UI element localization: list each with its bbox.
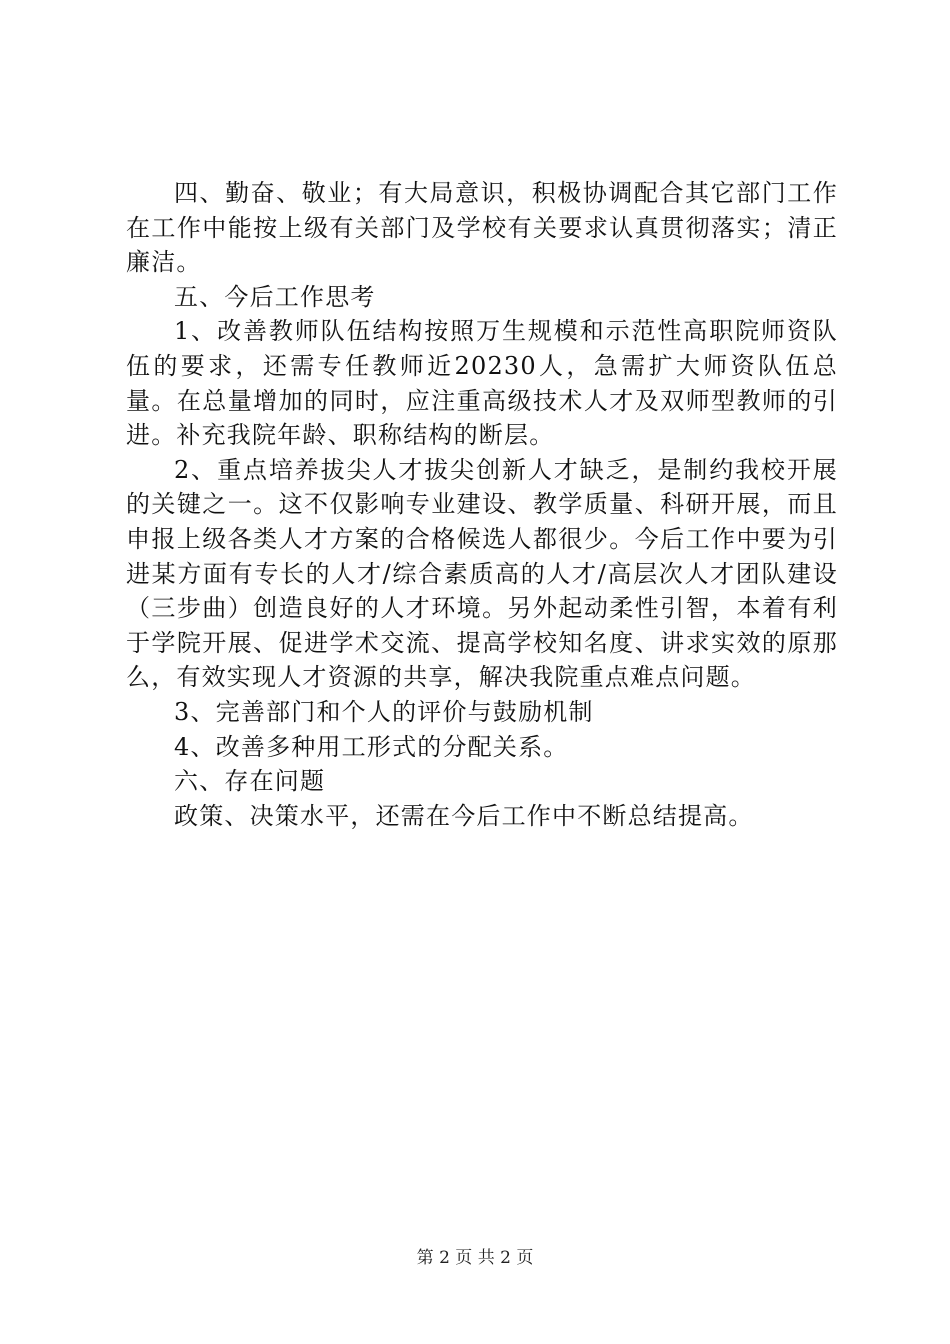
- paragraph-teacher-structure: 1、改善教师队伍结构按照万生规模和示范性高职院师资队伍的要求，还需专任教师近20230人，急需扩大师资队伍总量。在总量增加的同时，应注重高级技术人才及双师型教师的引进。补充我院年龄、职称结构的断层。: [126, 317, 838, 450]
- paragraph-diligence: 四、勤奋、敬业；有大局意识，积极协调配合其它部门工作在工作中能按上级有关部门及学校有关要求认真贯彻落实；清正廉洁。: [126, 179, 838, 277]
- page-number-footer: 第 2 页 共 2 页: [416, 1248, 534, 1268]
- paragraph-policy-level: 政策、决策水平，还需在今后工作中不断总结提高。: [174, 801, 754, 830]
- paragraph-talent-training: 2、重点培养拔尖人才拔尖创新人才缺乏，是制约我校开展的关键之一。这不仅影响专业建设、教学质量、科研开展，而且申报上级各类人才方案的合格候选人都很少。今后工作中要为引进某方面有专长的人才/综合素质高的人才/高层次人才团队建设（三步曲）创造良好的人才环境。另外起动柔性引智，本着有利于学院开展、促进学术交流、提高学校知名度、讲求实效的原那么，有效实现人才资源的共享，解决我院重点难点问题。: [126, 455, 838, 692]
- heading-existing-problems: 六、存在问题: [174, 767, 326, 796]
- heading-future-work: 五、今后工作思考: [174, 282, 376, 311]
- paragraph-distribution: 4、改善多种用工形式的分配关系。: [174, 732, 569, 761]
- paragraph-evaluation-mechanism: 3、完善部门和个人的评价与鼓励机制: [174, 697, 594, 726]
- document-body: [126, 176, 838, 833]
